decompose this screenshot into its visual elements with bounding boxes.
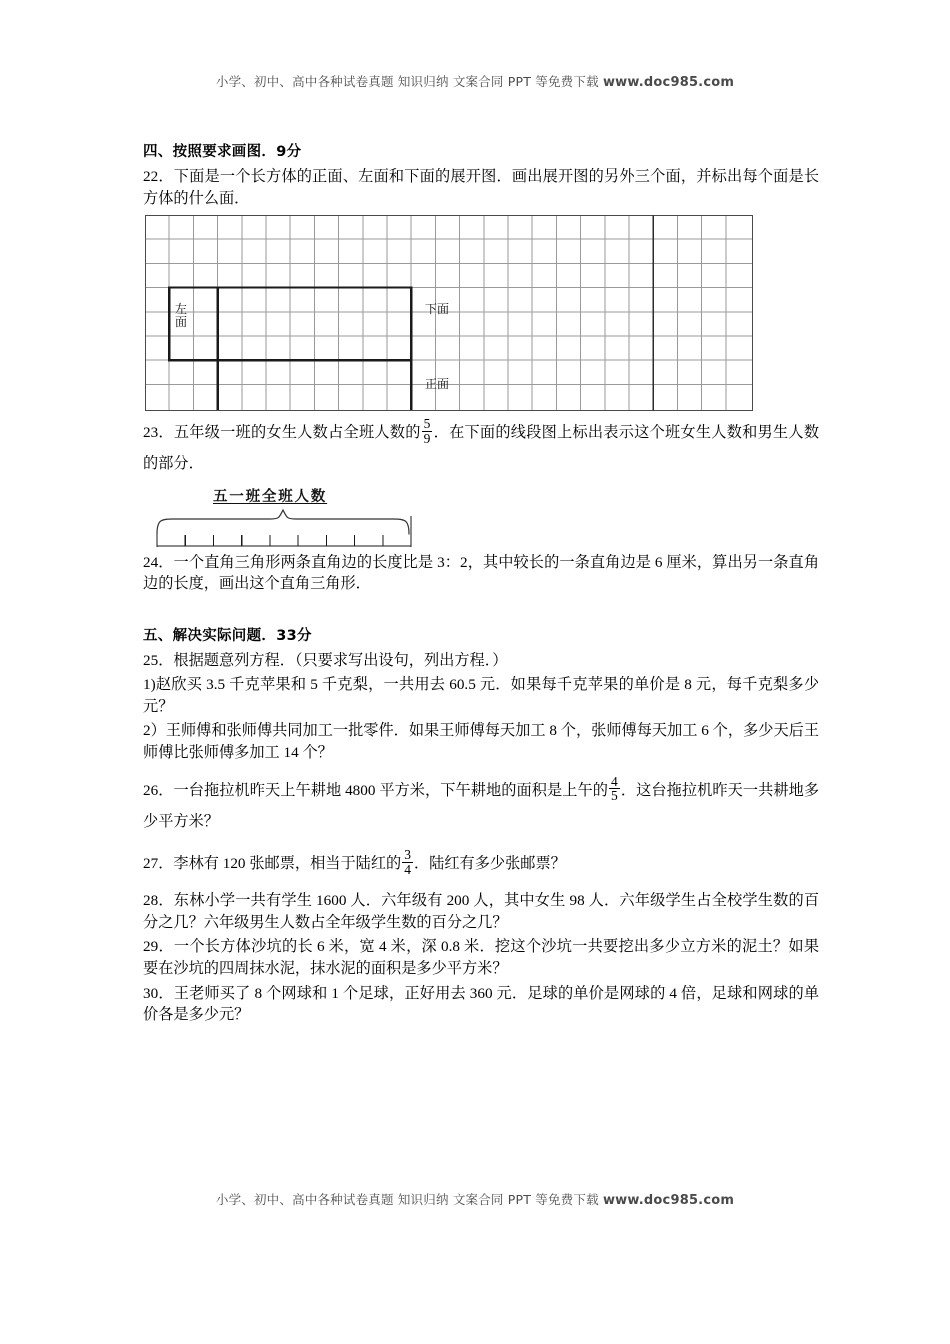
- question-22-number: 22．: [143, 168, 174, 185]
- section-heading-four: 四、按照要求画图．9分: [143, 144, 302, 160]
- net-label-bottom-face: 下面: [424, 302, 449, 317]
- fraction-numerator: 4: [611, 773, 618, 789]
- question-gap-25-26: [143, 767, 819, 775]
- question-28-number: 28．: [143, 892, 174, 910]
- question-29: [143, 936, 819, 979]
- section-heading-five: 五、解决实际问题．33分: [143, 627, 312, 644]
- fraction-five-ninths: [422, 417, 433, 446]
- question-27-number: 27．: [143, 855, 174, 873]
- question-29-text: 一个长方体沙坑的长 6 米，宽 4 米，深 0.8 米．挖这个沙坑一共要挖出多少立方米的泥土？如果要在沙坑的四周抹水泥，抹水泥的面积是多少平方米？: [143, 938, 820, 978]
- question-30: [143, 983, 819, 1026]
- question-26-text-after: ．这台拖拉机昨天一共耕地多少平方米？: [143, 781, 820, 830]
- question-23-text-before: 五年级一班的女生人数占全班人数的: [173, 424, 421, 442]
- question-gap-26-27: [143, 840, 819, 848]
- question-28-text: 东林小学一共有学生 1600 人．六年级有 200 人，其中女生 98 人．六年级学生占全校学生数的百分之几？六年级男生人数占全年级学生数的百分之几？: [143, 892, 820, 931]
- question-27-text-before: 李林有 120 张邮票，相当于陆红的: [173, 855, 402, 873]
- watermark-url: www.doc985.com: [602, 1193, 735, 1208]
- question-22: [143, 166, 819, 209]
- question-27-text-after: ．陆红有多少张邮票？: [413, 855, 566, 873]
- fraction-denominator: 4: [404, 861, 411, 877]
- question-25: [143, 650, 819, 672]
- question-25-text: 根据题意列方程．（只要求写出设句，列出方程．）: [173, 651, 508, 669]
- question-28: [143, 890, 819, 933]
- document-body: [143, 140, 819, 1029]
- question-30-text: 王老师买了 8 个网球和 1 个足球，正好用去 360 元．足球的单价是网球的 4 倍，足球和网球的单价各是多少元？: [143, 984, 820, 1024]
- question-26-number: 26．: [143, 781, 174, 799]
- question-gap-27-28: [143, 882, 819, 890]
- fraction-denominator: 9: [423, 430, 431, 446]
- watermark-text: 小学、初中、高中各种试卷真题 知识归纳 文案合同 PPT 等免费下载: [215, 1192, 599, 1207]
- segment-diagram-figure: [155, 486, 425, 548]
- fraction-denominator: 5: [611, 788, 618, 804]
- question-25-part-1-label: 1): [143, 676, 156, 694]
- watermark-bottom: [0, 1190, 950, 1208]
- fraction-three-fourths: [402, 848, 413, 877]
- fraction-four-fifths: [609, 775, 620, 804]
- segment-diagram-label: 五一班全班人数: [213, 488, 328, 505]
- fraction-numerator: 5: [423, 416, 431, 432]
- watermark-text: 小学、初中、高中各种试卷真题 知识归纳 文案合同 PPT 等免费下载: [215, 74, 599, 89]
- question-25-part-2: [143, 720, 819, 763]
- question-25-part-2-text: 王师傅和张师傅共同加工一批零件．如果王师傅每天加工 8 个，张师傅每天加工 6 个，多少天后王师傅比张师傅多加工 14 个？: [143, 722, 820, 762]
- question-25-part-2-label: 2）: [143, 722, 166, 740]
- section-gap: [143, 598, 819, 624]
- question-29-number: 29．: [143, 938, 174, 956]
- question-24-number: 24．: [143, 553, 174, 571]
- watermark-url: www.doc985.com: [602, 75, 735, 90]
- question-25-part-1-text: 赵欣买 3.5 千克苹果和 5 千克梨，一共用去 60.5 元．如果每千克苹果的单价是 8 元，每千克梨多少元？: [143, 676, 819, 715]
- question-26-text-before: 一台拖拉机昨天上午耕地 4800 平方米，下午耕地的面积是上午的: [173, 781, 609, 799]
- net-label-front-face: 正面: [424, 377, 449, 392]
- question-22-text: 下面是一个长方体的正面、左面和下面的展开图．画出展开图的另外三个面，并标出每个面是长方体的什么面．: [143, 168, 820, 207]
- question-25-part-1: [143, 674, 819, 717]
- question-25-number: 25．: [143, 651, 174, 669]
- question-23-text-after: ．在下面的线段图上标出表示这个班女生人数和男生人数的部分．: [143, 424, 820, 473]
- question-24: [143, 552, 819, 595]
- question-23-number: 23．: [143, 424, 174, 442]
- question-27: [143, 848, 819, 879]
- net-label-left-face: 左面: [174, 302, 187, 329]
- question-23: [143, 417, 819, 479]
- fraction-numerator: 3: [404, 847, 411, 863]
- question-24-text: 一个直角三角形两条直角边的长度比是 3：2，其中较长的一条直角边是 6 厘米，算出另一条直角边的长度，画出这个直角三角形．: [143, 553, 819, 593]
- question-30-number: 30．: [143, 984, 174, 1002]
- question-26: [143, 775, 819, 837]
- net-grid-figure: [145, 215, 753, 411]
- watermark-top: [0, 72, 950, 90]
